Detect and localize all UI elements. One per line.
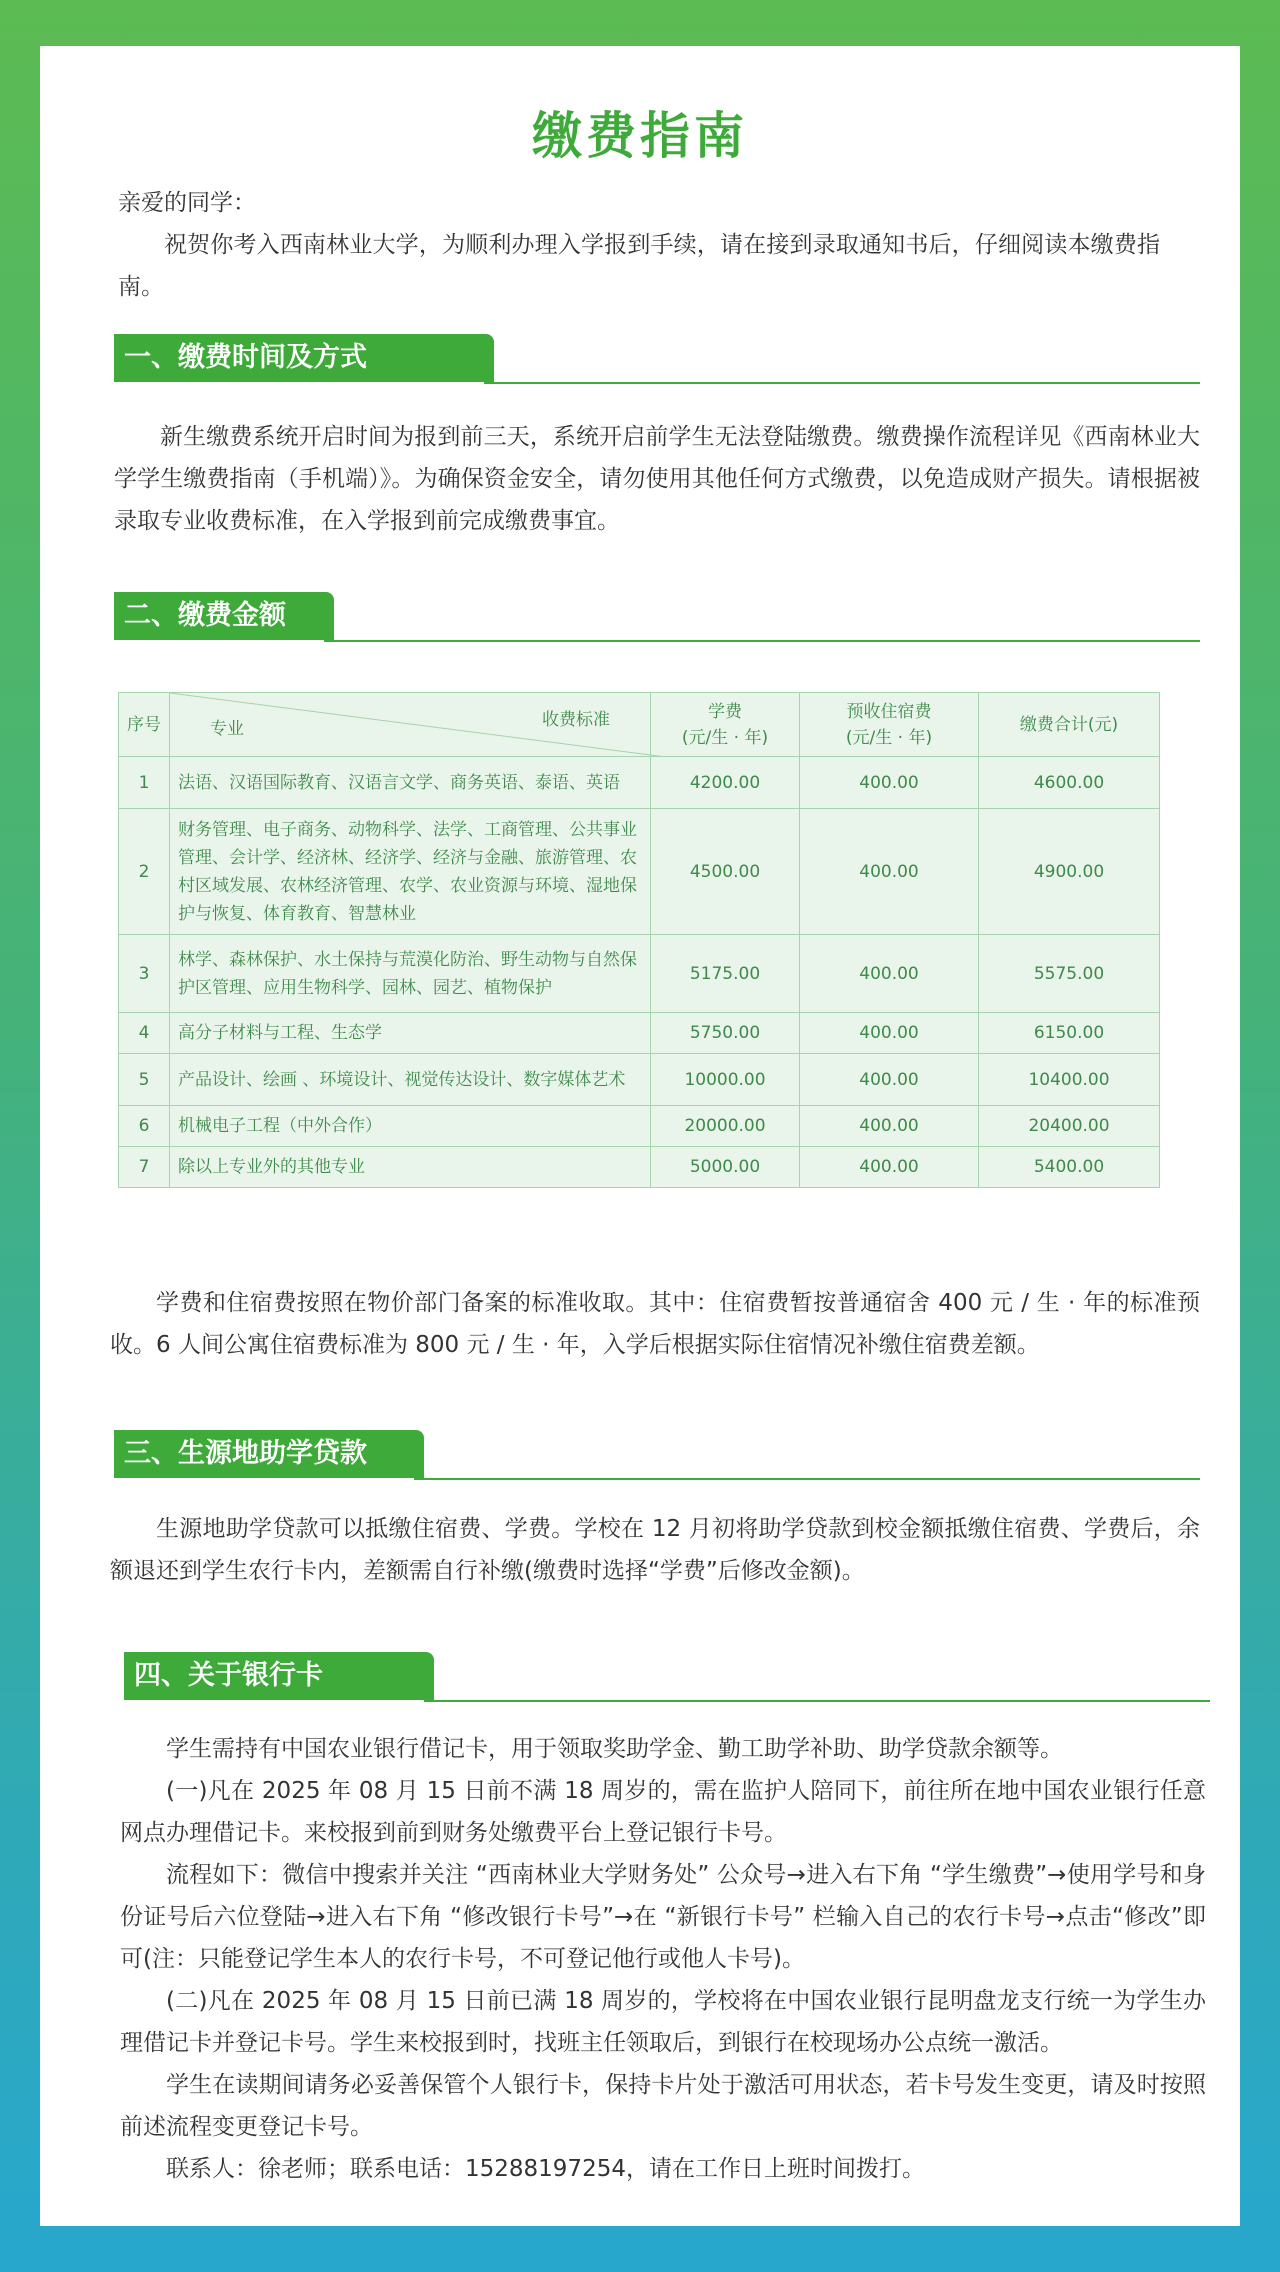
row-tuition: 4500.00 <box>651 809 800 935</box>
row-total: 20400.00 <box>979 1106 1160 1147</box>
section-4-paragraph-5: 学生在读期间请务必妥善保管个人银行卡，保持卡片处于激活可用状态，若卡号发生变更，请及时按照前述流程变更登记卡号。 <box>120 2072 1206 2140</box>
row-total: 5575.00 <box>979 935 1160 1013</box>
row-major: 财务管理、电子商务、动物科学、法学、工商管理、公共事业管理、会计学、经济林、经济学、经济与金融、旅游管理、农村区域发展、农林经济管理、农学、农业资源与环境、湿地保护与恢复、体育教育、智慧林业 <box>170 809 651 935</box>
section-4-paragraph-4: (二)凡在 2025 年 08 月 15 日前已满 18 周岁的，学校将在中国农业银行昆明盘龙支行统一为学生办理借记卡并登记卡号。学生来校报到时，找班主任领取后，到银行在校现场办公点统一激活。 <box>120 1988 1206 2056</box>
row-dorm: 400.00 <box>800 1054 979 1106</box>
row-dorm: 400.00 <box>800 757 979 809</box>
row-no: 3 <box>119 935 170 1013</box>
section-4-title: 四、关于银行卡 <box>124 1652 434 1700</box>
header-dorm-label: 预收住宿费 <box>846 701 932 722</box>
fee-table-header-row <box>119 693 1160 757</box>
table-row <box>119 757 1160 809</box>
row-dorm: 400.00 <box>800 809 979 935</box>
page-title: 缴费指南 <box>532 107 748 165</box>
row-major: 产品设计、绘画 、环境设计、视觉传达设计、数字媒体艺术 <box>170 1054 651 1106</box>
row-total: 5400.00 <box>979 1147 1160 1188</box>
section-3-header <box>114 1430 1200 1482</box>
header-major-standard <box>170 693 651 757</box>
section-4-rule <box>424 1700 1210 1702</box>
section-3-rule <box>414 1478 1200 1480</box>
header-standard: 收费标准 <box>542 710 610 730</box>
row-major: 法语、汉语国际教育、汉语言文学、商务英语、泰语、英语 <box>170 757 651 809</box>
intro-paragraph: 祝贺你考入西南林业大学，为顺利办理入学报到手续，请在接到录取通知书后，仔细阅读本缴费指南。 <box>118 232 1160 300</box>
guide-sheet <box>40 46 1240 2226</box>
section-2-header <box>114 592 1200 644</box>
row-tuition: 5000.00 <box>651 1147 800 1188</box>
fee-table <box>118 692 1160 1188</box>
section-4-contact: 联系人：徐老师；联系电话：15288197254，请在工作日上班时间拨打。 <box>166 2156 925 2182</box>
row-no: 5 <box>119 1054 170 1106</box>
section-4-paragraph-3: 流程如下：微信中搜索并关注 “西南林业大学财务处” 公众号→进入右下角 “学生缴费”→使用学号和身份证号后六位登陆→进入右下角 “修改银行卡号”→在 “新银行卡号” 栏输入自己的农行卡号→点击“修改”即可(注：只能登记学生本人的农行卡号，不可登记他行或他人卡号)。 <box>120 1862 1206 1972</box>
section-4-header <box>124 1652 1210 1704</box>
header-tuition-unit: (元/生 · 年) <box>681 727 769 748</box>
header-dorm <box>800 693 979 757</box>
header-tuition <box>651 693 800 757</box>
row-total: 4600.00 <box>979 757 1160 809</box>
header-dorm-unit: (元/生 · 年) <box>845 727 933 748</box>
section-4-paragraph-2: (一)凡在 2025 年 08 月 15 日前不满 18 周岁的，需在监护人陪同下，前往所在地中国农业银行任意网点办理借记卡。来校报到前到财务处缴费平台上登记银行卡号。 <box>120 1778 1206 1846</box>
section-4-paragraph-1: 学生需持有中国农业银行借记卡，用于领取奖助学金、勤工助学补助、助学贷款余额等。 <box>166 1736 1063 1762</box>
section-2-rule <box>324 640 1200 642</box>
section-1-body: 新生缴费系统开启时间为报到前三天，系统开启前学生无法登陆缴费。缴费操作流程详见《西南林业大学学生缴费指南（手机端）》。为确保资金安全，请勿使用其他任何方式缴费，以免造成财产损失。请根据被录取专业收费标准，在入学报到前完成缴费事宜。 <box>114 424 1200 534</box>
row-major: 高分子材料与工程、生态学 <box>170 1013 651 1054</box>
header-no: 序号 <box>119 693 170 757</box>
section-2-note: 学费和住宿费按照在物价部门备案的标准收取。其中：住宿费暂按普通宿舍 400 元 / 生 · 年的标准预收。6 人间公寓住宿费标准为 800 元 / 生 · 年，入学后根据实际住宿情况补缴住宿费差额。 <box>110 1290 1200 1358</box>
table-row <box>119 935 1160 1013</box>
row-total: 4900.00 <box>979 809 1160 935</box>
table-row <box>119 1054 1160 1106</box>
header-major: 专业 <box>210 719 244 739</box>
row-no: 4 <box>119 1013 170 1054</box>
greeting: 亲爱的同学： <box>118 190 256 216</box>
row-dorm: 400.00 <box>800 1147 979 1188</box>
row-dorm: 400.00 <box>800 1106 979 1147</box>
section-3-body: 生源地助学贷款可以抵缴住宿费、学费。学校在 12 月初将助学贷款到校金额抵缴住宿费、学费后，余额退还到学生农行卡内，差额需自行补缴(缴费时选择“学费”后修改金额)。 <box>110 1516 1200 1584</box>
section-1-rule <box>484 382 1200 384</box>
row-tuition: 10000.00 <box>651 1054 800 1106</box>
row-tuition: 20000.00 <box>651 1106 800 1147</box>
row-tuition: 5750.00 <box>651 1013 800 1054</box>
row-no: 1 <box>119 757 170 809</box>
row-tuition: 5175.00 <box>651 935 800 1013</box>
row-major: 林学、森林保护、水土保持与荒漠化防治、野生动物与自然保护区管理、应用生物科学、园林、园艺、植物保护 <box>170 935 651 1013</box>
row-no: 6 <box>119 1106 170 1147</box>
section-3-title: 三、生源地助学贷款 <box>114 1430 424 1478</box>
table-row <box>119 1013 1160 1054</box>
section-1-header <box>114 334 1200 386</box>
table-row <box>119 809 1160 935</box>
header-tuition-label: 学费 <box>708 701 742 722</box>
row-major: 机械电子工程（中外合作） <box>170 1106 651 1147</box>
row-major: 除以上专业外的其他专业 <box>170 1147 651 1188</box>
row-total: 10400.00 <box>979 1054 1160 1106</box>
row-no: 7 <box>119 1147 170 1188</box>
row-tuition: 4200.00 <box>651 757 800 809</box>
row-total: 6150.00 <box>979 1013 1160 1054</box>
header-total: 缴费合计(元) <box>979 693 1160 757</box>
row-dorm: 400.00 <box>800 1013 979 1054</box>
row-dorm: 400.00 <box>800 935 979 1013</box>
row-no: 2 <box>119 809 170 935</box>
section-1-title: 一、缴费时间及方式 <box>114 334 494 382</box>
table-row <box>119 1147 1160 1188</box>
section-2-title: 二、缴费金额 <box>114 592 334 640</box>
table-row <box>119 1106 1160 1147</box>
